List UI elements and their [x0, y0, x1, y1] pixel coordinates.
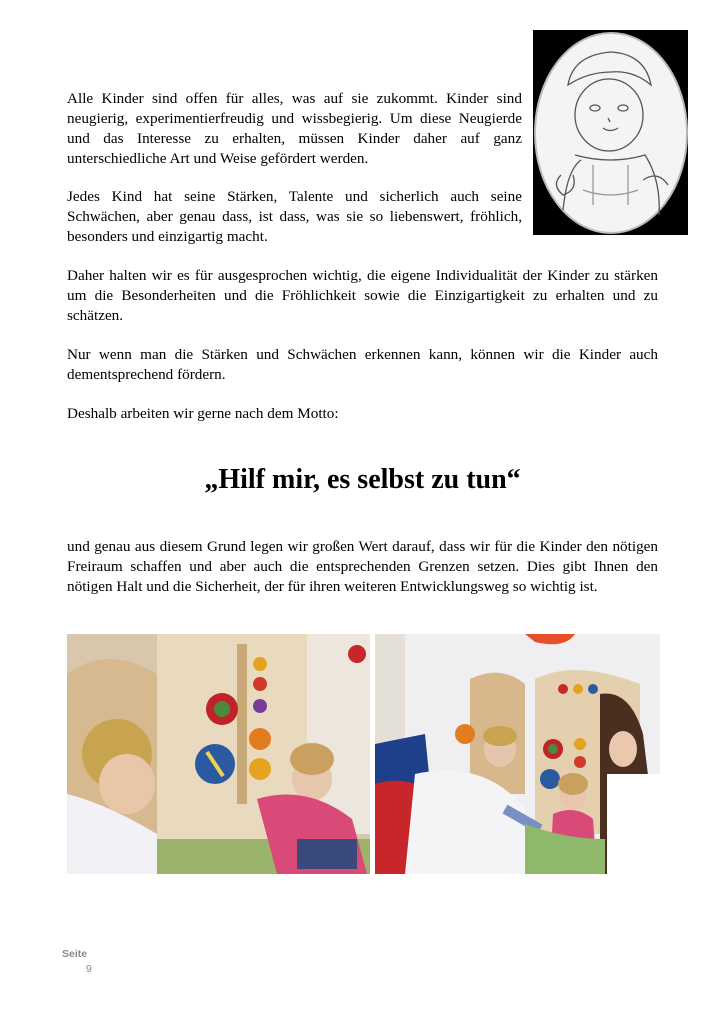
paragraph-freedom-limits: und genau aus diesem Grund legen wir großen Wert darauf, dass wir für die Kinder den nötigen Freiraum schaffen und aber auch die entsprechenden Grenzen setzen. Dies gibt Ihnen den nötigen Halt und die Sicherheit, der für ihren weiteren Entwicklungsweg so wichtig ist. — [67, 538, 658, 595]
paragraph-motto-intro: Deshalb arbeiten wir gerne nach dem Motto: — [67, 405, 339, 422]
paragraph-support: Nur wenn man die Stärken und Schwächen erkennen kann, können wir die Kinder auch dementsprechend fördern. — [67, 346, 658, 383]
photo-caregiver-child-activity-wall-right — [375, 634, 660, 874]
paragraph-individuality: Daher halten wir es für ausgesprochen wichtig, die eigene Individualität der Kinder zu stärken um die Besonderheiten und die Fröhlichkeit sowie die Einzigartigkeit zu erhalten und zu schätzen. — [67, 267, 658, 324]
motto-heading: „Hilf mir, es selbst zu tun“ — [204, 464, 521, 495]
child-portrait-sketch — [533, 30, 688, 235]
paragraph-strengths: Jedes Kind hat seine Stärken, Talente und sicherlich auch seine Schwächen, aber genau dass, ist dass, was sie so liebenswert, fröhlich, besonders und einzigartig macht. — [67, 188, 522, 245]
page-number: 9 — [86, 963, 92, 975]
photo-caregiver-child-activity-wall-left — [67, 634, 370, 874]
paragraph-intro: Alle Kinder sind offen für alles, was auf sie zukommt. Kinder sind neugierig, experimentierfreudig und wissbegierig. Um diese Neugierde und das Interesse zu erhalten, müssen Kinder daher auf ganz unterschiedliche Art und Weise gefördert werden. — [67, 90, 522, 167]
page-label: Seite — [62, 948, 88, 960]
